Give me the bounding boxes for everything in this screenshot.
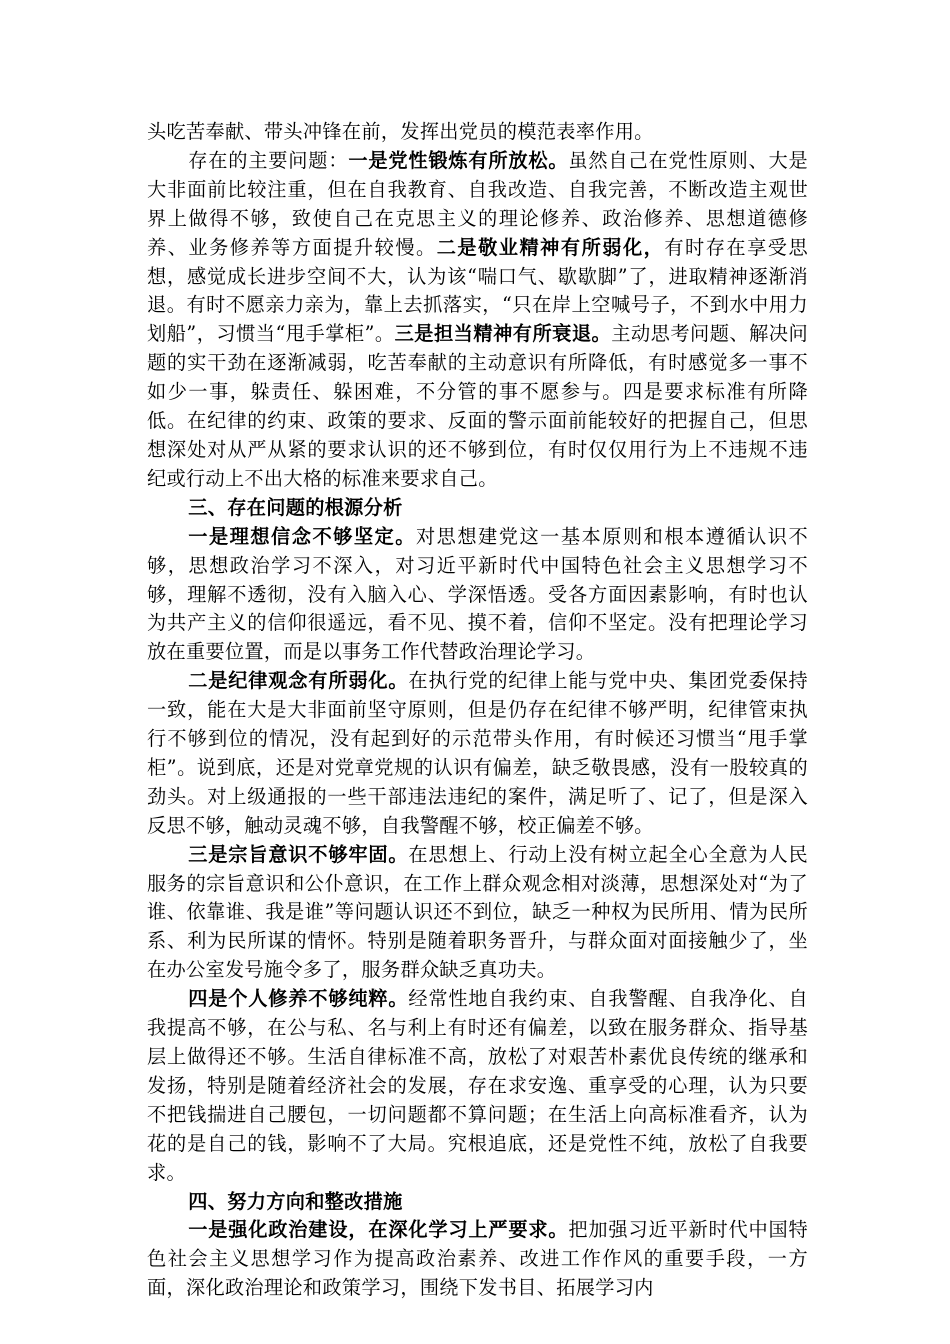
paragraph-text: 在思想上、行动上没有树立起全心全意为人民服务的宗旨意识和公仆意识，在工作上群众观念相对淡薄，思想深处对“为了谁、依靠谁、我是谁”等问题认识还不到位，缺乏一种权为民所用、情为民所系、利为民所谋的情怀。特别是随着职务晋升，与群众面对面接触少了，坐在办公室发号施令多了，服务群众缺乏真功夫。 xyxy=(147,842,808,982)
paragraph-measure-1 xyxy=(147,1216,808,1303)
bold-lead: 一是理想信念不够坚定。 xyxy=(188,524,416,548)
bold-lead: 三是宗旨意识不够牢固。 xyxy=(188,842,409,866)
paragraph-root-cause-3 xyxy=(147,841,808,986)
section-heading-3: 三、存在问题的根源分析 xyxy=(188,495,403,519)
bold-lead: 一是强化政治建设，在深化学习上严要求。 xyxy=(188,1218,569,1242)
paragraph-root-cause-4 xyxy=(147,985,808,1187)
section-heading-4: 四、努力方向和整改措施 xyxy=(188,1189,403,1213)
paragraph-text: 对思想建党这一基本原则和根本遵循认识不够，思想政治学习不深入，对习近平新时代中国特色社会主义思想学习不够，理解不透彻，没有入脑入心、学深悟透。受各方面因素影响，有时也认为共产主义的信仰很遥远，看不见、摸不着，信仰不坚定。没有把理论学习放在重要位置，而是以事务工作代替政治理论学习。 xyxy=(147,524,808,664)
paragraph-text: 把加强习近平新时代中国特色社会主义思想学习作为提高政治素养、改进工作作风的重要手段，一方面，深化政治理论和政策学习，围绕下发书目、拓展学习内 xyxy=(147,1218,808,1300)
paragraph-lead: 存在的主要问题： xyxy=(188,148,349,172)
text-point-2: 有时存在享受思想，感觉成长进步空间不大，认为该“喘口气、歇歇脚”了，进取精神逐渐消退。有时不愿亲力亲为，靠上去抓落实，“只在岸上空喊号子，不到水中用力划船”，习惯当“甩手掌柜”。 xyxy=(147,235,808,346)
paragraph-root-cause-2 xyxy=(147,667,808,840)
bold-lead: 四是个人修养不够纯粹。 xyxy=(188,987,409,1011)
bold-point-1: 一是党性锻炼有所放松。 xyxy=(348,148,569,172)
paragraph-root-cause-1 xyxy=(147,523,808,668)
bold-lead: 二是纪律观念有所弱化。 xyxy=(188,669,409,693)
text-point-1: 虽然自己在党性原则、大是大非面前比较注重，但在自我教育、自我改造、自我完善，不断改造主观世界上做得不够，致使自己在克思主义的理论修养、政治修养、思想道德修养、业务修养等方面提升较慢。 xyxy=(147,148,808,259)
paragraph-text: 经常性地自我约束、自我警醒、自我净化、自我提高不够，在公与私、名与利上有时还有偏差，以致在服务群众、指导基层上做得还不够。生活自律标准不高，放松了对艰苦朴素优良传统的继承和发扬，特别是随着经济社会的发展，存在求安逸、重享受的心理，认为只要不把钱揣进自己腰包，一切问题都不算问题；在生活上向高标准看齐，认为花的是自己的钱，影响不了大局。究根追底，还是党性不纯，放松了自我要求。 xyxy=(147,987,808,1184)
paragraph-text: 在执行党的纪律上能与党中央、集团党委保持一致，能在大是大非面前坚守原则，但是仍存在纪律不够严明，纪律管束执行不够到位的情况，没有起到好的示范带头作用，有时候还习惯当“甩手掌柜”。说到底，还是对党章党规的认识有偏差，缺乏敬畏感，没有一股较真的劲头。对上级通报的一些干部违法违纪的案件，满足听了、记了，但是深入反思不够，触动灵魂不够，自我警醒不够，校正偏差不够。 xyxy=(147,669,808,837)
bold-point-2: 二是敬业精神有所弱化， xyxy=(436,235,665,259)
text-point-3: 主动思考问题、解决问题的实干劲在逐渐减弱，吃苦奉献的主动意识有所降低，有时感觉多一事不如少一事，躲责任、躲困难，不分管的事不愿参与。四是要求标准有所降低。在纪律的约束、政策的要求、反面的警示面前能较好的把握自己，但思想深处对从严从紧的要求认识的还不够到位，有时仅仅用行为上不违规不违纪或行动上不出大格的标准来要求自己。 xyxy=(147,322,808,490)
paragraph-continuation: 头吃苦奉献、带头冲锋在前，发挥出党员的模范表率作用。 xyxy=(147,120,654,143)
paragraph-main-problems xyxy=(147,147,808,494)
document-page xyxy=(147,118,808,1303)
bold-point-3: 三是担当精神有所衰退。 xyxy=(394,322,612,346)
